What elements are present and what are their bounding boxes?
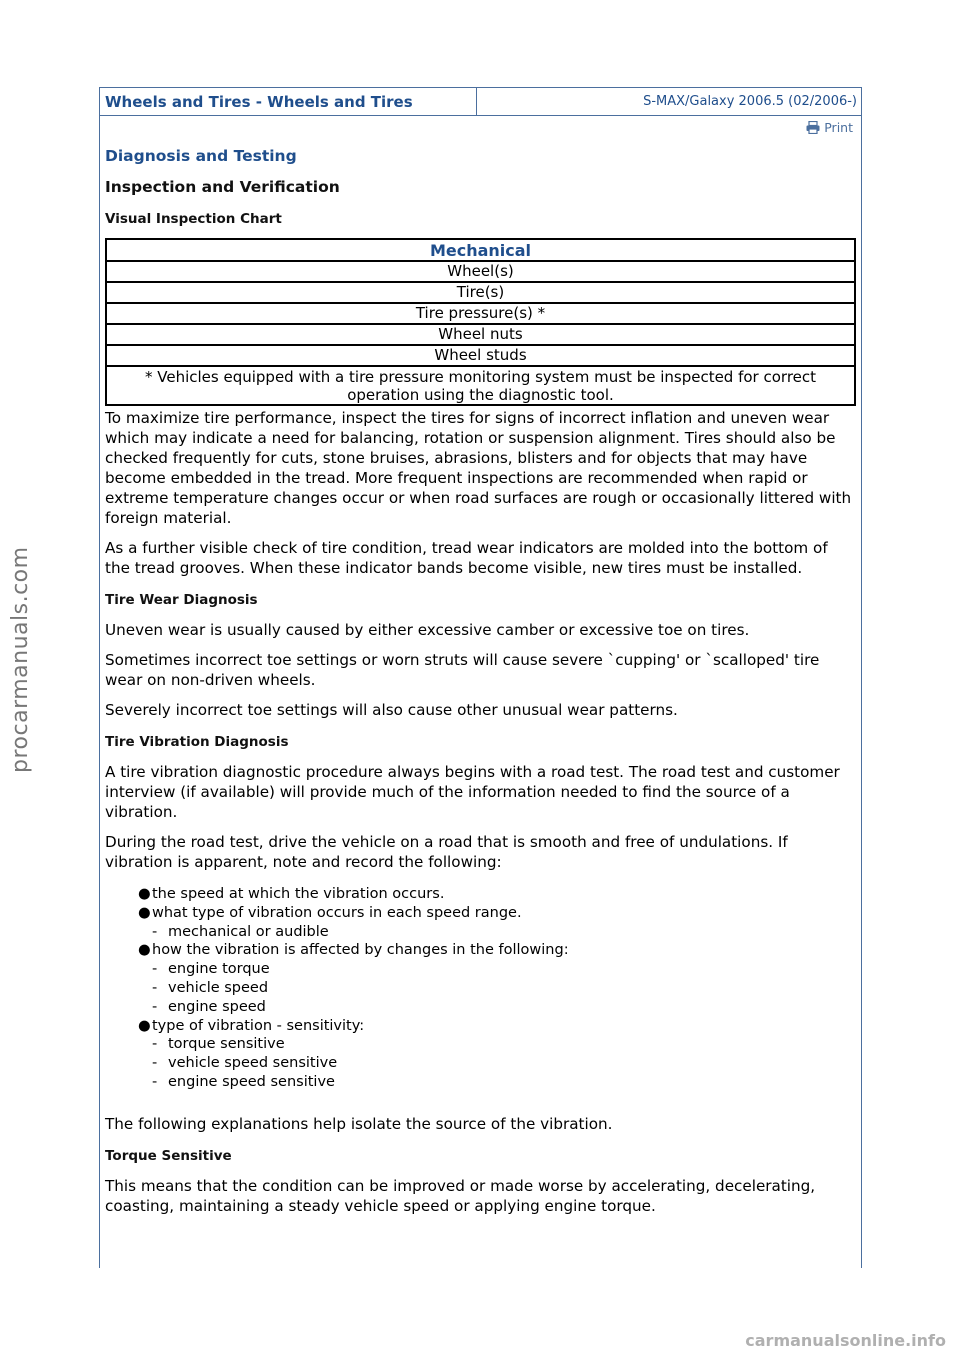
bullet-icon: ● (138, 1017, 151, 1034)
subsection-title: Inspection and Verification (105, 178, 340, 196)
chart-title: Visual Inspection Chart (105, 211, 282, 227)
chart-row: Wheel studs (106, 345, 855, 366)
print-label: Print (824, 120, 853, 135)
tire-wear-title: Tire Wear Diagnosis (105, 592, 258, 608)
list-item: ● how the vibration is affected by changes in the following: - engine torque - vehicle speed - engine speed (152, 941, 856, 1016)
list-item: ● type of vibration - sensitivity: - torque sensitive - vehicle speed sensitive - engine speed sensitive (152, 1017, 856, 1092)
sub-list-item: - mechanical or audible (152, 923, 856, 942)
paragraph: A tire vibration diagnostic procedure always begins with a road test. The road test and customer interview (if available) will provide much of the information needed to find the source of a vibration. (105, 763, 840, 821)
document-header (100, 88, 861, 116)
sub-list-item: - torque sensitive (152, 1035, 856, 1054)
chart-header-mechanical: Mechanical (106, 239, 855, 261)
paragraph: This means that the condition can be improved or made worse by accelerating, decelerating, coasting, maintaining a steady vehicle speed or applying engine torque. (105, 1176, 816, 1215)
vibration-record-list (105, 885, 856, 1092)
paragraph: Uneven wear is usually caused by either excessive camber or excessive toe on tires. (105, 621, 750, 639)
sub-list-item: - vehicle speed sensitive (152, 1054, 856, 1073)
bullet-icon: ● (138, 886, 151, 902)
visual-inspection-chart (105, 238, 856, 406)
sub-list-item: - engine speed (152, 998, 856, 1017)
torque-title: Torque Sensitive (105, 1147, 232, 1164)
chart-row: Wheel nuts (106, 324, 855, 345)
vehicle-model: S-MAX/Galaxy 2006.5 (02/2006-) (643, 94, 857, 109)
print-link[interactable] (100, 116, 861, 140)
paragraph: To maximize tire performance, inspect the tires for signs of incorrect inflation and uneven wear which may indicate a need for balancing, rotation or suspension alignment. Tires should also be checked frequently for cuts, stone bruises, abrasions, blisters and for objects that may have become embedded in the tread. More frequent inspections are recommended when rapid or extreme temperature changes occur or when road surfaces are rough or occasionally littered with foreign material. (105, 409, 852, 527)
paragraph: Sometimes incorrect toe settings or worn struts will cause severe `cupping' or `scalloped' tire wear on non-driven wheels. (105, 651, 820, 689)
list-item: ● what type of vibration occurs in each speed range. - mechanical or audible (152, 904, 856, 942)
side-watermark: procarmanuals.com (8, 546, 33, 773)
chart-row: Wheel(s) (106, 261, 855, 282)
chart-row: Tire pressure(s) * (106, 303, 855, 324)
paragraph: Severely incorrect toe settings will also cause other unusual wear patterns. (105, 701, 678, 719)
footer-watermark: carmanualsonline.info (745, 1331, 946, 1350)
document-frame (99, 87, 862, 1268)
vibration-title: Tire Vibration Diagnosis (105, 734, 289, 750)
section-title: Diagnosis and Testing (105, 147, 297, 165)
bullet-icon: ● (138, 904, 151, 921)
bullet-icon: ● (138, 942, 151, 959)
document-title: Wheels and Tires - Wheels and Tires (100, 88, 477, 115)
chart-row: Tire(s) (106, 282, 855, 303)
chart-footnote: * Vehicles equipped with a tire pressure monitoring system must be inspected for correct operation using the diagnostic tool. (106, 366, 855, 405)
printer-icon (806, 121, 820, 134)
list-item: ● the speed at which the vibration occurs. (138, 886, 445, 902)
document-body (100, 146, 861, 1216)
sub-list-item: - vehicle speed (152, 979, 856, 998)
paragraph: During the road test, drive the vehicle on a road that is smooth and free of undulations. If vibration is apparent, note and record the following: (105, 833, 788, 871)
paragraph: As a further visible check of tire condition, tread wear indicators are molded into the bottom of the tread grooves. When these indicator bands become visible, new tires must be installed. (105, 539, 828, 577)
paragraph: The following explanations help isolate the source of the vibration. (105, 1114, 613, 1133)
sub-list-item: - engine torque (152, 960, 856, 979)
sub-list-item: - engine speed sensitive (152, 1073, 856, 1092)
